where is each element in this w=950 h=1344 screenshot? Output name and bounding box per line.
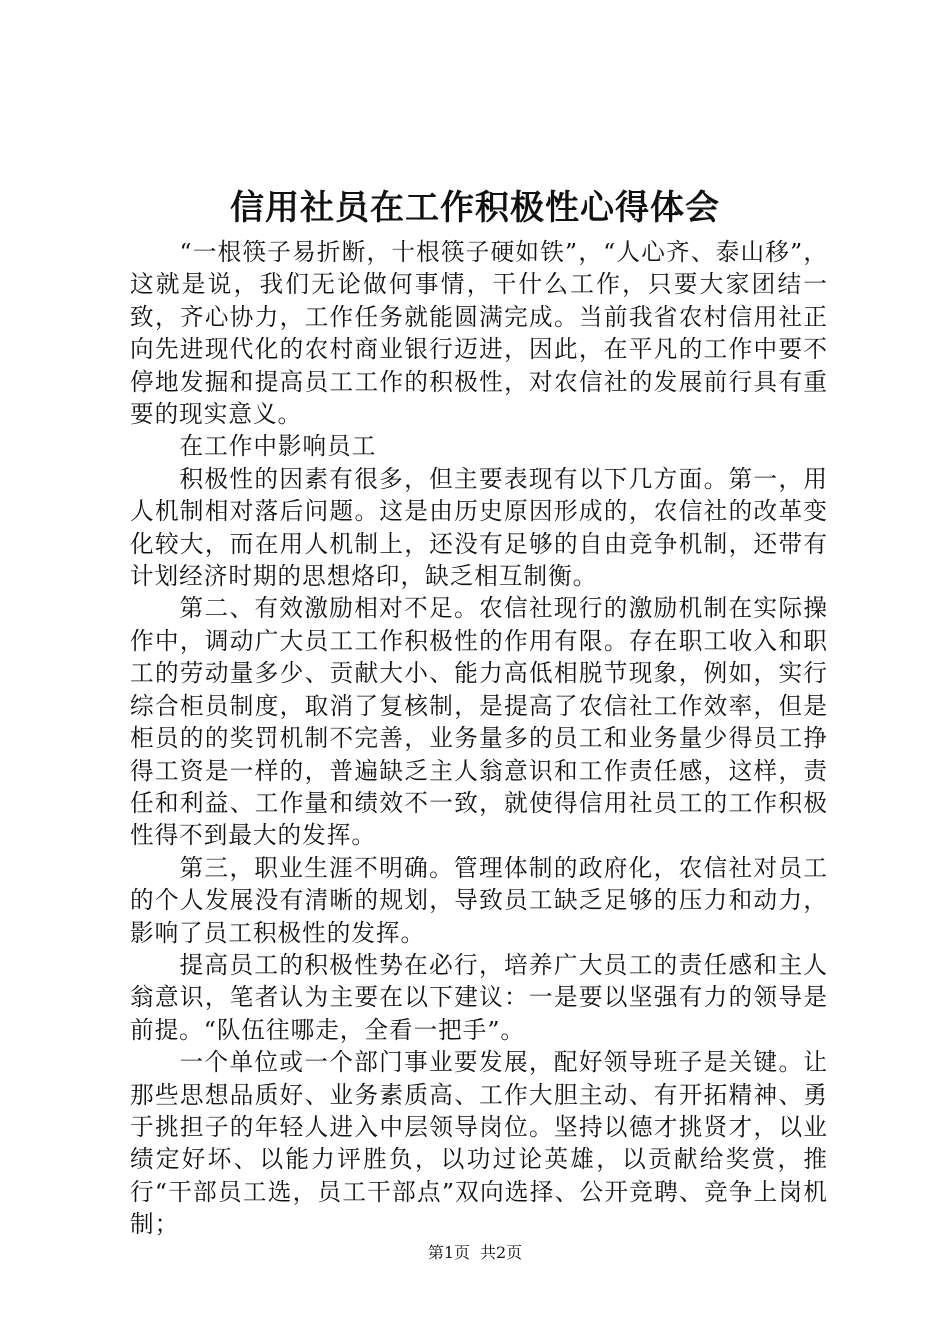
paragraph-heading-fragment: 在工作中影响员工 — [179, 432, 377, 461]
paragraph-third-factor: 第三，职业生涯不明确。管理体制的政府化，农信社对员工的个人发展没有清晰的规划，导致员工缺乏足够的压力和动力，影响了员工积极性的发挥。 — [130, 853, 828, 947]
page-title: 信用社员在工作积极性心得体会 — [230, 188, 720, 228]
paragraph-first-factor: 积极性的因素有很多，但主要表现有以下几方面。第一，用人机制相对落后问题。这是由历史原因形成的，农信社的改革变化较大，而在用人机制上，还没有足够的自由竞争机制，还带有计划经济时期的思想烙印，缺乏相互制衡。 — [130, 464, 828, 591]
page-footer — [0, 1242, 950, 1264]
page-number: 第1页 — [427, 1243, 470, 1262]
page-total: 共2页 — [480, 1243, 523, 1262]
paragraph-second-factor: 第二、有效激励相对不足。农信社现行的激励机制在实际操作中，调动广大员工工作积极性的作用有限。存在职工收入和职工的劳动量多少、贡献大小、能力高低相脱节现象，例如，实行综合柜员制度，取消了复核制，是提高了农信社工作效率，但是柜员的的奖罚机制不完善，业务量多的员工和业务量少得员工挣得工资是一样的，普遍缺乏主人翁意识和工作责任感，这样，责任和利益、工作量和绩效不一致，就使得信用社员工的工作积极性得不到最大的发挥。 — [130, 594, 828, 850]
document-body — [130, 236, 828, 1241]
paragraph-suggestion: 提高员工的积极性势在必行，培养广大员工的责任感和主人翁意识，笔者认为主要在以下建议：一是要以坚强有力的领导是前提。“队伍往哪走，全看一把手”。 — [130, 950, 828, 1044]
paragraph-leadership: 一个单位或一个部门事业要发展，配好领导班子是关键。让那些思想品质好、业务素质高、工作大胆主动、有开拓精神、勇于挑担子的年轻人进入中层领导岗位。坚持以德才挑贤才，以业绩定好坏、以能力评胜负，以功过论英雄，以贡献给奖赏，推行“干部员工选，员工干部点”双向选择、公开竞聘、竞争上岗机制； — [130, 1048, 828, 1239]
paragraph-intro: “一根筷子易折断，十根筷子硬如铁”，“人心齐、泰山移”，这就是说，我们无论做何事情，干什么工作，只要大家团结一致，齐心协力，工作任务就能圆满完成。当前我省农村信用社正向先进现代化的农村商业银行迈进，因此，在平凡的工作中要不停地发掘和提高员工工作的积极性，对农信社的发展前行具有重要的现实意义。 — [130, 238, 828, 429]
